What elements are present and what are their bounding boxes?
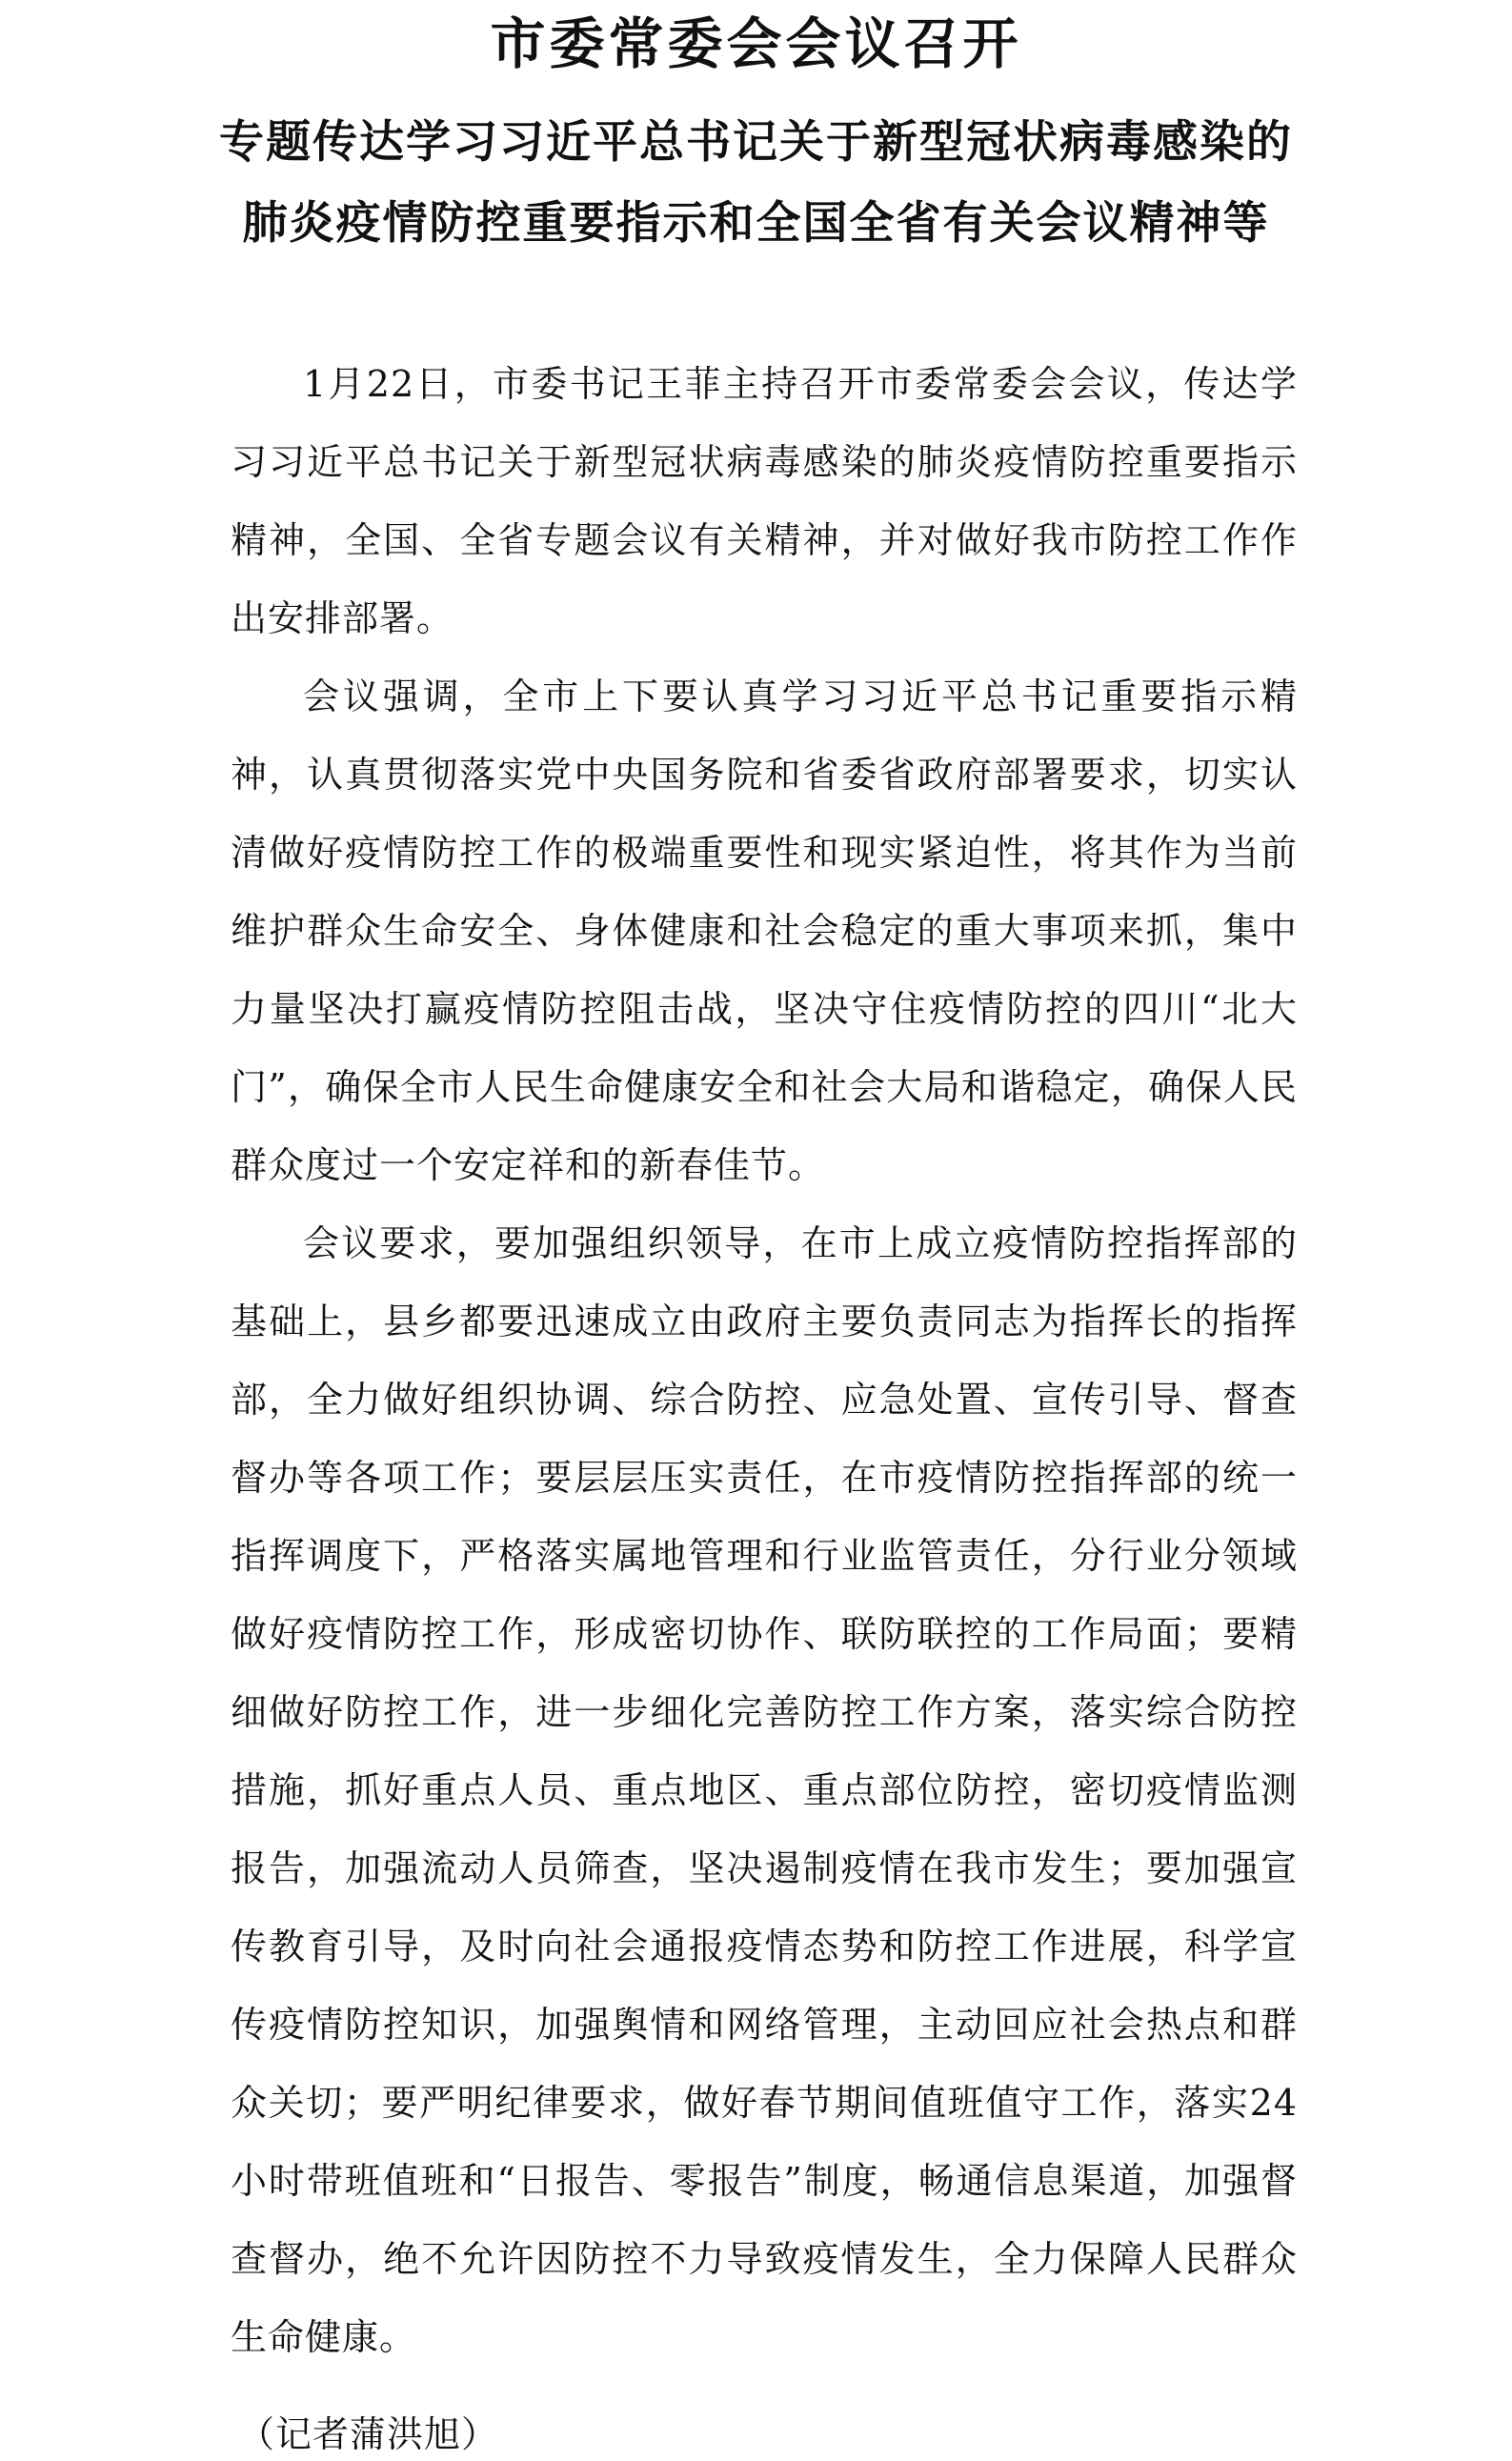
article-subtitle-line-1: 专题传达学习习近平总书记关于新型冠状病毒感染的 [219, 116, 1293, 169]
paragraph-2: 会议强调，全市上下要认真学习习近平总书记重要指示精神，认真贯彻落实党中央国务院和省委省政府部署要求，切实认清做好疫情防控工作的极端重要性和现实紧迫性，将其作为当前维护群众生命安全、身体健康和社会稳定的重大事项来抓，集中力量坚决打赢疫情防控阻击战，坚决守住疫情防控的四川“北大门”，确保全市人民生命健康安全和社会大局和谐稳定，确保人民群众度过一个安定祥和的新春佳节。 [231, 676, 1298, 1186]
reporter-byline: （记者蒲洪旭） [238, 2413, 499, 2455]
paragraph-3: 会议要求，要加强组织领导，在市上成立疫情防控指挥部的基础上，县乡都要迅速成立由政府主要负责同志为指挥长的指挥部，全力做好组织协调、综合防控、应急处置、宣传引导、督查督办等各项工作；要层层压实责任，在市疫情防控指挥部的统一指挥调度下，严格落实属地管理和行业监管责任，分行业分领域做好疫情防控工作，形成密切协作、联防联控的工作局面；要精细做好防控工作，进一步细化完善防控工作方案，落实综合防控措施，抓好重点人员、重点地区、重点部位防控，密切疫情监测报告，加强流动人员筛查，坚决遏制疫情在我市发生；要加强宣传教育引导，及时向社会通报疫情态势和防控工作进展，科学宣传疫情防控知识，加强舆情和网络管理，主动回应社会热点和群众关切；要严明纪律要求，做好春节期间值班值守工作，落实24小时带班值班和“日报告、零报告”制度，畅通信息渠道，加强督查督办，绝不允许因防控不力导致疫情发生，全力保障人民群众生命健康。 [231, 1222, 1298, 2358]
article-title: 市委常委会会议召开 [490, 11, 1022, 76]
paragraph-1: 1月22日，市委书记王菲主持召开市委常委会会议，传达学习习近平总书记关于新型冠状病毒感染的肺炎疫情防控重要指示精神，全国、全省专题会议有关精神，并对做好我市防控工作作出安排部署。 [231, 363, 1298, 639]
article-subtitle-line-2: 肺炎疫情防控重要指示和全国全省有关会议精神等 [242, 197, 1270, 250]
article-body [231, 345, 1298, 2376]
